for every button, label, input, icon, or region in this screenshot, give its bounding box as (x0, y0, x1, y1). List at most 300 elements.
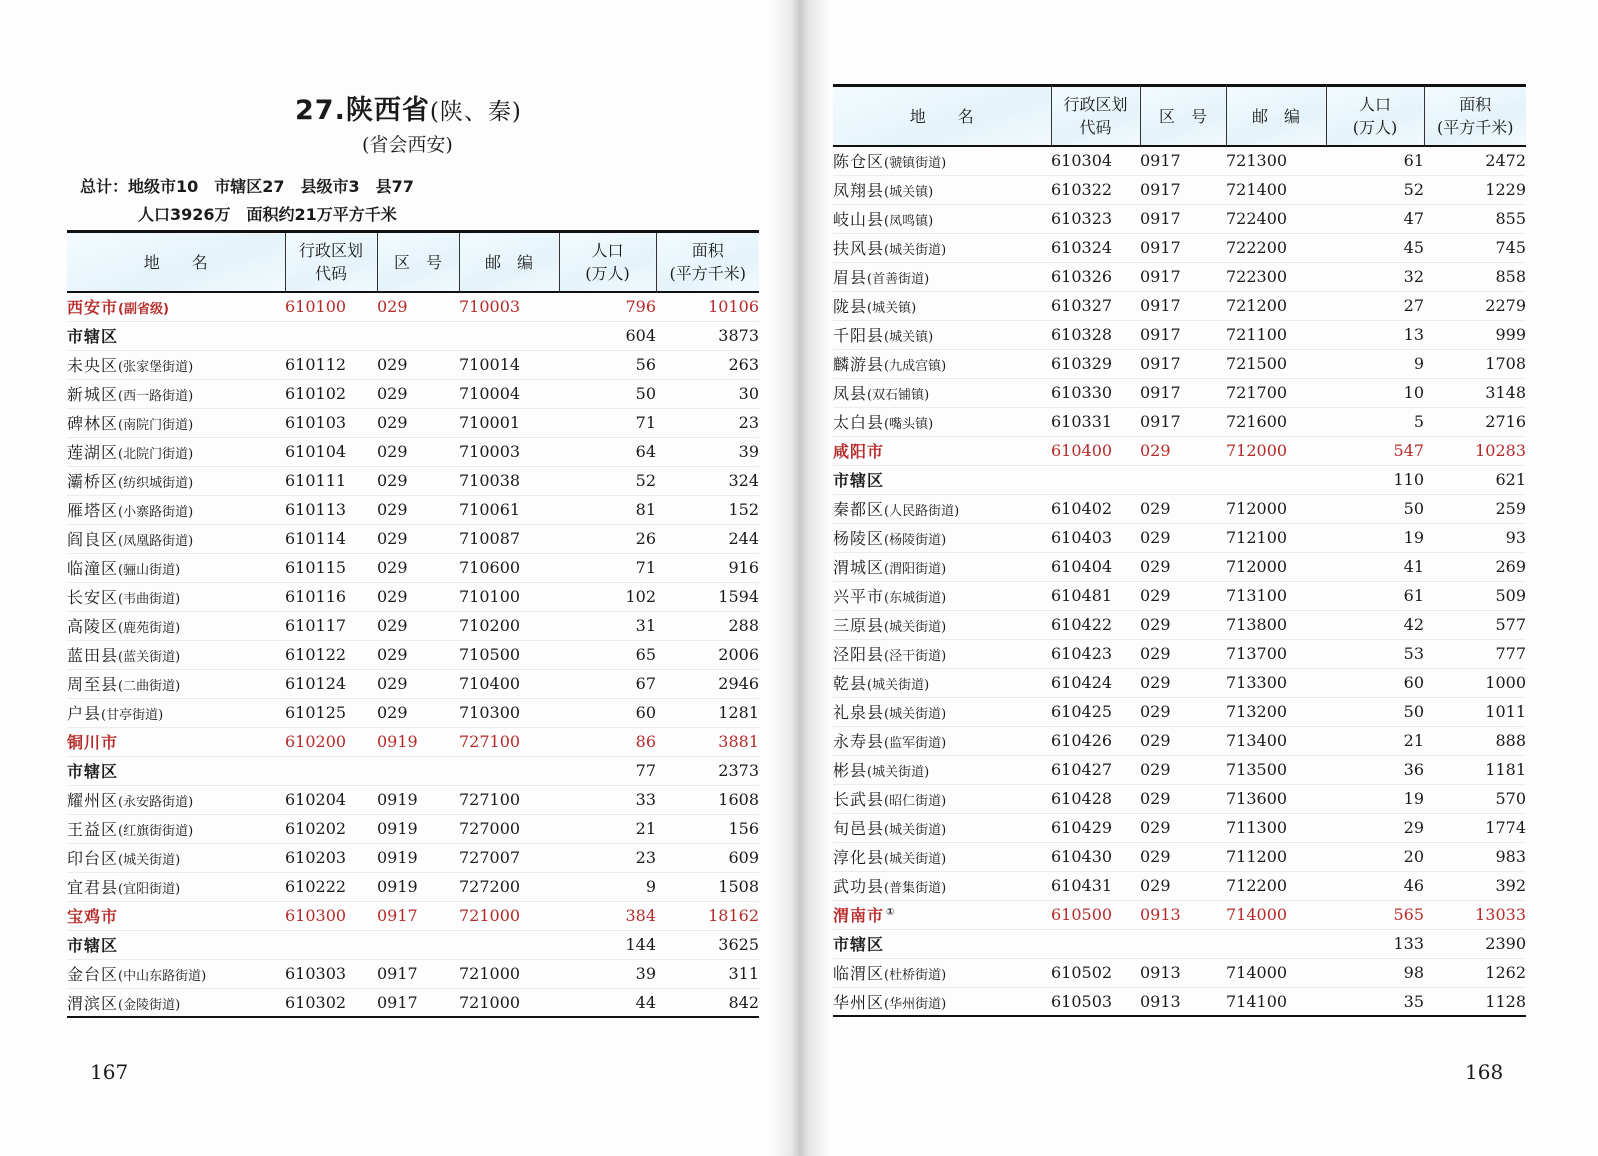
division-name: 三原县 (833, 616, 885, 635)
cell-area: 1508 (718, 877, 759, 896)
table-row (67, 350, 759, 379)
table-row (833, 378, 1526, 407)
cell-population: 547 (1393, 441, 1424, 460)
cell-postcode: 710500 (459, 645, 521, 664)
cell-admin-code: 610103 (285, 413, 347, 432)
cell-admin-code: 610500 (1051, 905, 1113, 924)
cell-postcode: 710014 (459, 355, 521, 374)
cell-postcode: 721200 (1226, 296, 1288, 315)
cell-postcode: 721500 (1226, 354, 1288, 373)
table-row (67, 843, 759, 872)
cell-area-code (1140, 465, 1226, 494)
cell-name (833, 958, 1051, 987)
cell-admin-code: 610202 (285, 819, 347, 838)
cell-postcode: 721700 (1226, 383, 1288, 402)
cell-name (833, 523, 1051, 552)
provincial-capital: (省会西安) (362, 134, 453, 156)
division-name: 渭滨区 (67, 993, 119, 1013)
seat-name: (城关街道) (118, 853, 181, 868)
cell-area: 324 (728, 471, 759, 490)
cell-admin-code: 610502 (1051, 963, 1113, 982)
table-row-city (67, 901, 759, 930)
cell-area-code: 029 (1140, 615, 1171, 634)
seat-name: (城关镇) (867, 301, 917, 316)
table-row (833, 784, 1526, 813)
table-row (833, 668, 1526, 697)
cell-admin-code: 610428 (1051, 789, 1113, 808)
cell-postcode: 722200 (1226, 238, 1288, 257)
cell-admin-code: 610304 (1051, 151, 1113, 171)
cell-population: 36 (1403, 760, 1424, 779)
header-name: 地 名 (833, 86, 1051, 147)
book-gutter (770, 0, 830, 1156)
cell-postcode: 712000 (1226, 441, 1288, 460)
table-row (67, 466, 759, 495)
division-name: 雁塔区 (67, 501, 119, 520)
table-row (833, 175, 1526, 204)
cell-name (833, 175, 1051, 204)
table-row (67, 669, 759, 698)
cell-postcode: 722400 (1226, 209, 1288, 228)
seat-name: (二曲街道) (118, 679, 181, 694)
cell-area-code: 0913 (1140, 991, 1181, 1011)
cell-name (67, 611, 285, 640)
province-alias: (陕、秦) (429, 99, 522, 125)
cell-admin-code: 610124 (285, 674, 347, 693)
cell-postcode: 713400 (1226, 731, 1288, 750)
seat-name: (鹿苑街道) (118, 621, 181, 636)
cell-admin-code (1051, 465, 1140, 494)
seat-name: (骊山街道) (118, 563, 181, 578)
seat-name: (城关街道) (884, 707, 947, 722)
cell-area: 888 (1495, 731, 1526, 750)
division-name: 泾阳县 (833, 645, 885, 664)
cell-area: 1011 (1485, 702, 1526, 721)
table-row (833, 291, 1526, 320)
cell-population: 98 (1403, 963, 1424, 982)
cell-name (833, 929, 1051, 958)
table-row (833, 610, 1526, 639)
cell-area-code: 029 (377, 645, 408, 664)
table-row (833, 320, 1526, 349)
cell-area: 244 (728, 529, 759, 548)
cell-area: 983 (1495, 847, 1526, 866)
cell-area-code: 029 (377, 587, 408, 606)
cell-area-code: 029 (1140, 499, 1171, 518)
cell-postcode: 721000 (459, 992, 521, 1012)
cell-postcode: 713800 (1226, 615, 1288, 634)
table-row (833, 204, 1526, 233)
division-name: 金台区 (67, 965, 119, 984)
table-row (833, 871, 1526, 900)
cell-postcode: 714000 (1226, 905, 1288, 924)
cell-population: 53 (1403, 644, 1424, 663)
cell-population: 31 (635, 616, 656, 635)
division-name: 礼泉县 (833, 703, 885, 722)
cell-area-code: 0917 (377, 906, 418, 925)
table-row (833, 349, 1526, 378)
table-body-left (67, 292, 759, 1017)
cell-area: 2716 (1485, 412, 1526, 431)
table-header-row (67, 232, 759, 293)
table-row-district (67, 930, 759, 959)
cell-name (833, 987, 1051, 1016)
division-name: 临潼区 (67, 559, 119, 578)
table-row (833, 581, 1526, 610)
table-row (67, 495, 759, 524)
cell-postcode: 713100 (1226, 586, 1288, 605)
cell-admin-code: 610427 (1051, 760, 1113, 779)
cell-area: 2390 (1485, 934, 1526, 953)
cell-admin-code: 610222 (285, 877, 347, 896)
table-row (67, 640, 759, 669)
cell-postcode: 710003 (459, 442, 521, 461)
header-area: 面积 (平方千米) (656, 232, 759, 293)
seat-name: (嘴头镇) (884, 417, 934, 432)
cell-area-code: 0913 (1140, 905, 1181, 924)
cell-area-code: 029 (1140, 847, 1171, 866)
cell-area-code: 0917 (377, 992, 418, 1012)
seat-name: (虢镇街道) (884, 156, 947, 172)
cell-name (833, 378, 1051, 407)
cell-population: 26 (635, 529, 656, 548)
cell-population: 35 (1403, 991, 1424, 1011)
cell-area-code: 029 (377, 297, 408, 317)
division-name: 凤县 (833, 384, 868, 403)
cell-postcode: 727007 (459, 848, 521, 867)
division-name: 陈仓区 (833, 152, 885, 172)
division-name: 王益区 (67, 820, 119, 839)
cell-name (833, 581, 1051, 610)
cell-population: 61 (1403, 586, 1424, 605)
cell-name (833, 204, 1051, 233)
cell-postcode: 727100 (459, 732, 521, 751)
cell-area: 3625 (718, 935, 759, 954)
cell-name (833, 784, 1051, 813)
cell-name (67, 843, 285, 872)
division-name: 旬邑县 (833, 819, 885, 838)
division-name: 渭城区 (833, 558, 885, 577)
table-row (833, 552, 1526, 581)
division-name: 太白县 (833, 413, 885, 432)
table-body-right (833, 146, 1526, 1016)
cell-population: 39 (635, 964, 656, 983)
cell-area-code: 029 (377, 442, 408, 461)
seat-name: (城关街道) (884, 620, 947, 635)
cell-postcode (459, 930, 559, 959)
table-row (67, 988, 759, 1017)
cell-admin-code: 610303 (285, 964, 347, 983)
cell-population: 19 (1403, 528, 1424, 547)
cell-area-code: 029 (1140, 644, 1171, 663)
cell-area-code: 029 (1140, 818, 1171, 837)
cell-postcode: 713600 (1226, 789, 1288, 808)
cell-admin-code (285, 321, 377, 350)
cell-name (833, 233, 1051, 262)
cell-admin-code: 610422 (1051, 615, 1113, 634)
division-table-right (833, 84, 1526, 1017)
header-code: 行政区划 代码 (285, 232, 377, 293)
cell-area: 858 (1495, 267, 1526, 286)
division-name: 户县 (67, 704, 102, 723)
cell-postcode: 710061 (459, 500, 521, 519)
cell-area: 39 (738, 442, 759, 461)
table-row (67, 408, 759, 437)
table-row (833, 842, 1526, 871)
cell-area: 509 (1495, 586, 1526, 605)
seat-name: (东城街道) (884, 591, 947, 606)
cell-admin-code: 610328 (1051, 325, 1113, 344)
cell-population: 32 (1403, 267, 1424, 286)
division-name: 阎良区 (67, 530, 119, 549)
cell-name (67, 901, 285, 930)
seat-name: (泾干街道) (884, 649, 947, 664)
cell-area: 1774 (1485, 818, 1526, 837)
cell-name (833, 349, 1051, 378)
cell-population: 5 (1413, 412, 1424, 431)
cell-admin-code: 610326 (1051, 267, 1113, 286)
seat-name: (城关街道) (884, 823, 947, 838)
table-row (67, 698, 759, 727)
cell-population: 21 (1403, 731, 1424, 750)
cell-population: 60 (1403, 673, 1424, 692)
cell-area: 1229 (1485, 180, 1526, 199)
cell-postcode: 721600 (1226, 412, 1288, 431)
cell-area-code: 029 (377, 413, 408, 432)
cell-area: 263 (728, 355, 759, 374)
cell-name (833, 146, 1051, 175)
cell-area: 1594 (718, 587, 759, 606)
cell-population: 133 (1393, 934, 1424, 953)
division-name: 咸阳市 (833, 442, 885, 461)
cell-name (67, 437, 285, 466)
division-name: 杨陵区 (833, 529, 885, 548)
seat-name: (中山东路街道) (118, 969, 207, 984)
cell-admin-code (1051, 929, 1140, 958)
cell-admin-code: 610424 (1051, 673, 1113, 692)
cell-area: 3873 (718, 326, 759, 345)
seat-name: (宜阳街道) (118, 882, 181, 897)
cell-name (67, 988, 285, 1017)
cell-area: 30 (738, 384, 759, 403)
cell-population: 33 (635, 790, 656, 809)
table-row (67, 814, 759, 843)
cell-population: 81 (635, 500, 656, 519)
cell-admin-code: 610113 (285, 500, 347, 519)
cell-population: 9 (645, 877, 656, 896)
summary-line-2: 人口3926万 面积约21万平方千米 (138, 205, 397, 224)
cell-population: 61 (1403, 151, 1424, 171)
cell-postcode: 713200 (1226, 702, 1288, 721)
table-row-city (833, 436, 1526, 465)
cell-name (833, 813, 1051, 842)
cell-area: 259 (1495, 499, 1526, 518)
cell-area: 621 (1495, 470, 1526, 489)
cell-area-code: 0919 (377, 790, 418, 809)
cell-name (833, 726, 1051, 755)
cell-admin-code: 610200 (285, 732, 347, 751)
cell-postcode: 721300 (1226, 151, 1288, 171)
seat-name: (红旗街街道) (118, 824, 194, 839)
cell-admin-code: 610425 (1051, 702, 1113, 721)
cell-area-code: 029 (377, 558, 408, 577)
table-row (833, 726, 1526, 755)
cell-area-code: 029 (377, 471, 408, 490)
cell-admin-code: 610204 (285, 790, 347, 809)
cell-name (67, 495, 285, 524)
footnote-marker: ① (886, 906, 896, 918)
cell-name (833, 900, 1051, 929)
cell-admin-code: 610102 (285, 384, 347, 403)
cell-area-code: 029 (377, 703, 408, 722)
cell-name (67, 669, 285, 698)
cell-area-code (377, 321, 459, 350)
table-row (67, 379, 759, 408)
cell-postcode: 721000 (459, 964, 521, 983)
header-area-code: 区 号 (377, 232, 459, 293)
header-population: 人口 (万人) (1326, 86, 1424, 147)
seat-name: (韦曲街道) (118, 592, 181, 607)
table-row-district (833, 465, 1526, 494)
cell-area: 2946 (718, 674, 759, 693)
cell-admin-code: 610100 (285, 297, 347, 317)
cell-postcode: 712100 (1226, 528, 1288, 547)
cell-area-code: 029 (377, 529, 408, 548)
cell-postcode: 721000 (459, 906, 521, 925)
cell-admin-code: 610114 (285, 529, 347, 548)
cell-admin-code: 610429 (1051, 818, 1113, 837)
cell-postcode (1226, 465, 1326, 494)
seat-name: (首善街道) (867, 272, 930, 287)
cell-population: 60 (635, 703, 656, 722)
cell-population: 23 (635, 848, 656, 867)
seat-name: (城关镇) (884, 330, 934, 345)
cell-population: 52 (635, 471, 656, 490)
cell-population: 13 (1403, 325, 1424, 344)
seat-name: (人民路街道) (884, 504, 960, 519)
cell-population: 796 (625, 297, 656, 317)
cell-postcode: 710400 (459, 674, 521, 693)
header-name: 地 名 (67, 232, 285, 293)
cell-population: 21 (635, 819, 656, 838)
cell-name (833, 465, 1051, 494)
division-name: 永寿县 (833, 732, 885, 751)
cell-area-code: 029 (1140, 731, 1171, 750)
division-name: 市辖区 (833, 935, 885, 954)
seat-name: (纺织城街道) (118, 476, 194, 491)
cell-area: 3881 (718, 732, 759, 751)
cell-name (67, 959, 285, 988)
seat-name: (城关街道) (884, 243, 947, 258)
seat-name: (南院门街道) (118, 418, 194, 433)
cell-area-code: 0917 (1140, 325, 1181, 344)
division-name: 淳化县 (833, 848, 885, 867)
cell-postcode: 710600 (459, 558, 521, 577)
division-name: 兴平市 (833, 587, 885, 606)
cell-area-code: 0917 (377, 964, 418, 983)
cell-admin-code: 610402 (1051, 499, 1113, 518)
cell-name (833, 320, 1051, 349)
cell-population: 47 (1403, 209, 1424, 228)
cell-area: 10283 (1475, 441, 1526, 460)
cell-name (833, 407, 1051, 436)
division-name: 西安市 (67, 298, 119, 318)
cell-area-code: 0919 (377, 819, 418, 838)
cell-area: 93 (1505, 528, 1526, 547)
division-name: 市辖区 (67, 762, 119, 781)
cell-name (67, 553, 285, 582)
cell-name (833, 436, 1051, 465)
cell-postcode: 714100 (1226, 991, 1288, 1011)
seat-name: (永安路街道) (118, 795, 194, 810)
cell-name (67, 930, 285, 959)
cell-admin-code: 610322 (1051, 180, 1113, 199)
division-name: 长武县 (833, 790, 885, 809)
cell-postcode: 711300 (1226, 818, 1288, 837)
cell-area-code: 029 (377, 616, 408, 635)
cell-population: 27 (1403, 296, 1424, 315)
seat-name: (蓝关街道) (118, 650, 181, 665)
division-name: 长安区 (67, 588, 119, 607)
cell-postcode: 710038 (459, 471, 521, 490)
seat-name: (凤凰路街道) (118, 534, 194, 549)
cell-area-code: 0919 (377, 877, 418, 896)
cell-postcode: 712000 (1226, 499, 1288, 518)
cell-postcode: 721400 (1226, 180, 1288, 199)
seat-name: (监军街道) (884, 736, 947, 751)
seat-name: (甘亭街道) (101, 708, 164, 723)
header-population: 人口 (万人) (559, 232, 656, 293)
cell-area: 1281 (718, 703, 759, 722)
cell-population: 29 (1403, 818, 1424, 837)
division-name: 蓝田县 (67, 646, 119, 665)
seat-name: (西一路街道) (118, 389, 194, 404)
cell-admin-code: 610125 (285, 703, 347, 722)
cell-area: 10106 (708, 297, 759, 317)
table-row (833, 639, 1526, 668)
cell-population: 45 (1403, 238, 1424, 257)
cell-population: 384 (625, 906, 656, 925)
cell-area-code: 0917 (1140, 296, 1181, 315)
division-name: 麟游县 (833, 355, 885, 374)
division-name: 碑林区 (67, 414, 119, 433)
table-row-district (67, 756, 759, 785)
cell-admin-code: 610324 (1051, 238, 1113, 257)
division-name: 华州区 (833, 992, 885, 1012)
cell-area-code: 0917 (1140, 354, 1181, 373)
province-summary (80, 173, 414, 229)
cell-name (67, 321, 285, 350)
cell-admin-code: 610323 (1051, 209, 1113, 228)
division-name: 岐山县 (833, 210, 885, 229)
cell-admin-code: 610330 (1051, 383, 1113, 402)
cell-population: 77 (635, 761, 656, 780)
cell-area-code: 029 (1140, 673, 1171, 692)
cell-admin-code: 610331 (1051, 412, 1113, 431)
division-name: 宝鸡市 (67, 907, 119, 926)
cell-admin-code: 610116 (285, 587, 347, 606)
cell-area: 2006 (718, 645, 759, 664)
division-name: 周至县 (67, 675, 119, 694)
cell-population: 565 (1393, 905, 1424, 924)
table-row (833, 987, 1526, 1016)
table-row (67, 959, 759, 988)
division-name: 扶风县 (833, 239, 885, 258)
cell-area: 777 (1495, 644, 1526, 663)
cell-area: 23 (738, 413, 759, 432)
table-row (833, 958, 1526, 987)
table-row (833, 233, 1526, 262)
